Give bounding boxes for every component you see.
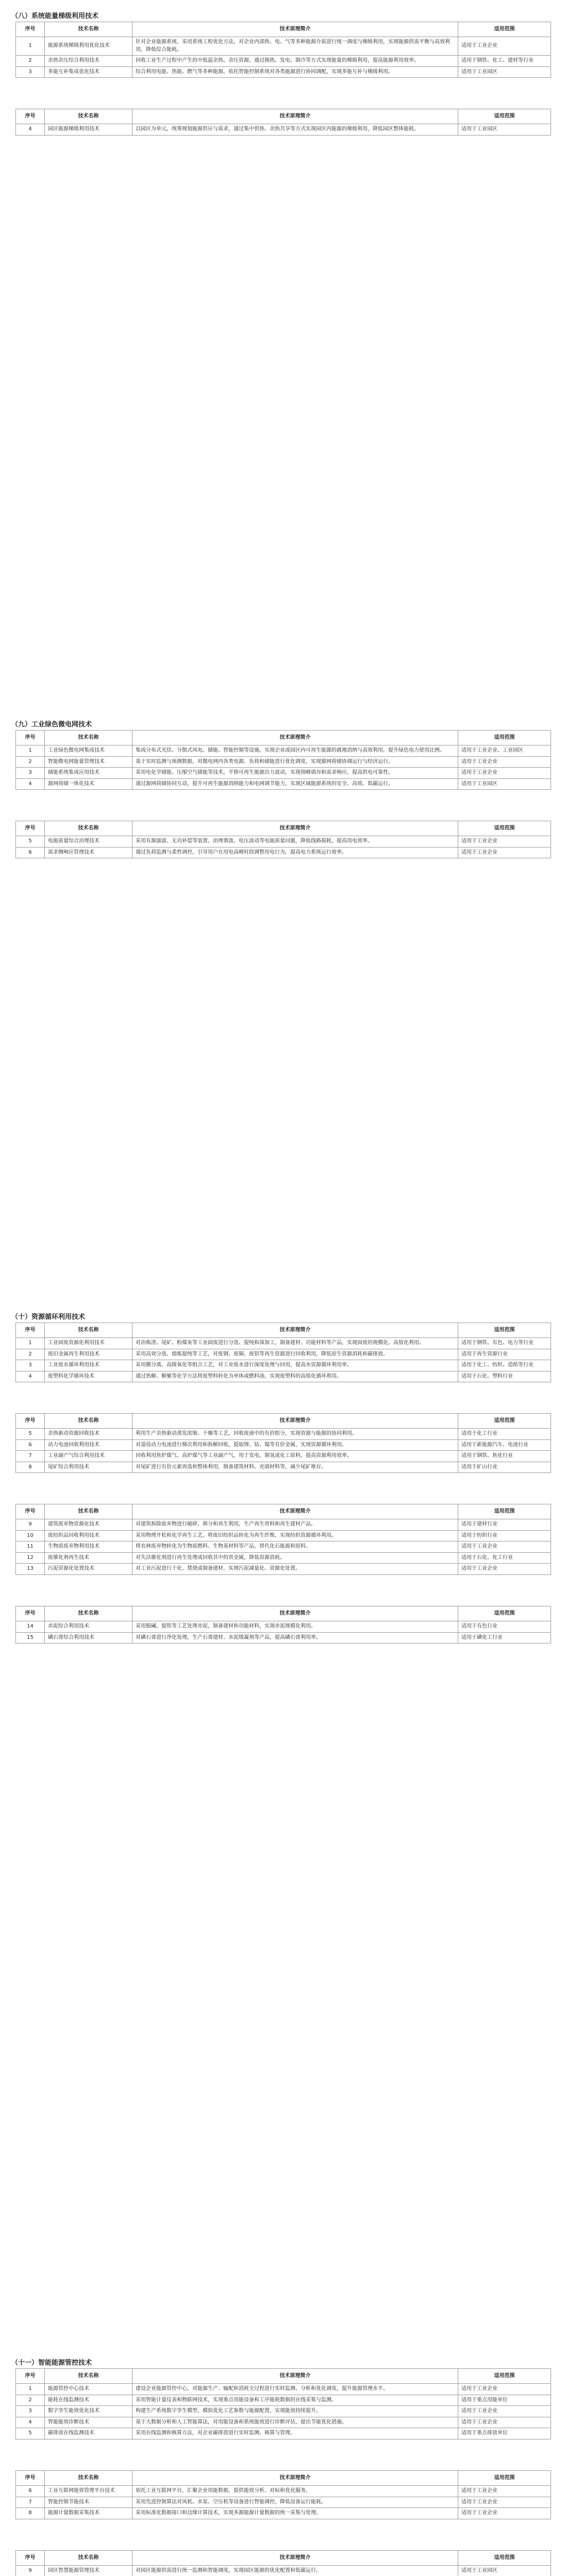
- table-row: [16, 124, 551, 135]
- row-number: 3: [16, 2406, 45, 2417]
- row-number: 14: [16, 1621, 45, 1633]
- column-header: 适用范围: [458, 2551, 551, 2566]
- applicable-scope: 适用于建材行业: [458, 1519, 551, 1531]
- applicable-scope: 适用于工业企业: [458, 37, 551, 56]
- column-header: 序号: [16, 2551, 45, 2566]
- column-header: 适用范围: [458, 2471, 551, 2486]
- tech-name: 工业固废资源化利用技术: [45, 1338, 132, 1349]
- column-header: 技术名称: [45, 821, 132, 836]
- applicable-scope: 适用于化工行业: [458, 1429, 551, 1440]
- table-row: [16, 745, 551, 757]
- table-row: [16, 756, 551, 768]
- row-number: 1: [16, 2384, 45, 2395]
- table-row: [16, 2497, 551, 2508]
- header-row: [16, 1414, 551, 1429]
- applicable-scope: 适用于工业企业: [458, 2497, 551, 2508]
- row-number: 12: [16, 1552, 45, 1564]
- row-number: 3: [16, 66, 45, 78]
- tech-description: 对园区能源供需进行统一监测和智能调度，实现园区能源的优化配置和低碳运行。: [132, 2566, 458, 2576]
- column-header: 适用范围: [458, 109, 551, 124]
- column-header: 序号: [16, 1323, 45, 1338]
- column-header: 序号: [16, 1504, 45, 1519]
- column-header: 适用范围: [458, 1606, 551, 1621]
- tech-description: 对退役动力电池进行梯次利用和拆解回收，提取锂、钴、镍等有价金属，实现资源循环利用。: [132, 1439, 458, 1451]
- applicable-scope: 适用于新能源汽车、电池行业: [458, 1439, 551, 1451]
- tech-description: 针对企业能源系统，采用系统工程优化方法，对企业内部热、电、气等多种能源介质进行统一调度与梯级利用，实现能源供需平衡与高效利用，降低综合能耗。: [132, 37, 458, 56]
- header-row: [16, 1504, 551, 1519]
- applicable-scope: 适用于工业企业: [458, 1541, 551, 1553]
- tech-name: 智能能效诊断技术: [45, 2417, 132, 2428]
- tech-description: 回收利用焦炉煤气、高炉煤气等工业副产气，用于发电、制氢或化工原料，提高资源利用效率。: [132, 1451, 458, 1462]
- table-row: [16, 1552, 551, 1564]
- section-title: （十）资源循环利用技术: [11, 1313, 86, 1321]
- tech-name: 智能微电网能量管理技术: [45, 756, 132, 768]
- column-header: 技术名称: [45, 1606, 132, 1621]
- applicable-scope: 适用于石化、塑料行业: [458, 1371, 551, 1382]
- table-row: [16, 2395, 551, 2406]
- column-header: 技术原理简介: [132, 1323, 458, 1338]
- tech-description: 采用智能计量仪表和物联网技术，实现重点用能设备和工序能耗数据的在线采集与监测。: [132, 2395, 458, 2406]
- row-number: 1: [16, 37, 45, 56]
- applicable-scope: 适用于工业企业: [458, 847, 551, 858]
- tech-name: 能耗在线监测技术: [45, 2395, 132, 2406]
- tech-description: 采用在线监测和核算方法，对企业碳排放进行实时监测、核算与管理。: [132, 2428, 458, 2439]
- column-header: 技术原理简介: [132, 2471, 458, 2486]
- tech-description: 利用生产余热驱动蒸发浓缩、干燥等工艺，回收废液中的有价组分，实现资源与能源的协同利用。: [132, 1429, 458, 1440]
- column-header: 适用范围: [458, 1414, 551, 1429]
- column-header: 序号: [16, 2369, 45, 2384]
- tech-name: 废催化剂再生技术: [45, 1552, 132, 1564]
- tech-description: 构建生产系统数字孪生模型，模拟优化工艺参数与能源配置，实现能效持续提升。: [132, 2406, 458, 2417]
- applicable-scope: 适用于重点排放单位: [458, 2428, 551, 2439]
- row-number: 11: [16, 1541, 45, 1553]
- applicable-scope: 适用于有色行业: [458, 1621, 551, 1633]
- tech-name: 建筑废弃物资源化技术: [45, 1519, 132, 1531]
- column-header: 序号: [16, 1606, 45, 1621]
- column-header: 序号: [16, 731, 45, 745]
- applicable-scope: 适用于工业企业: [458, 1564, 551, 1575]
- applicable-scope: 适用于工业企业: [458, 2486, 551, 2497]
- row-number: 4: [16, 2417, 45, 2428]
- column-header: 技术名称: [45, 1504, 132, 1519]
- applicable-scope: 适用于纺织行业: [458, 1530, 551, 1541]
- column-header: 序号: [16, 109, 45, 124]
- row-number: 5: [16, 2428, 45, 2439]
- tech-name: 园区智慧能源管理技术: [45, 2566, 132, 2576]
- column-header: 适用范围: [458, 731, 551, 745]
- tech-description: 基于大数据分析和人工智能算法，对用能设备和系统能效进行诊断评估，提出节能优化措施。: [132, 2417, 458, 2428]
- column-header: 技术名称: [45, 2471, 132, 2486]
- tech-table: [15, 1413, 551, 1473]
- row-number: 10: [16, 1530, 45, 1541]
- tech-name: 智能控制节能技术: [45, 2497, 132, 2508]
- applicable-scope: 适用于工业企业: [458, 756, 551, 768]
- applicable-scope: 适用于钢铁、焦化行业: [458, 1451, 551, 1462]
- table-row: [16, 2428, 551, 2439]
- tech-description: 对失活催化剂进行再生处理或回收其中的贵金属，降低资源消耗。: [132, 1552, 458, 1564]
- row-number: 4: [16, 778, 45, 790]
- tech-name: 储能系统集成应用技术: [45, 768, 132, 779]
- row-number: 3: [16, 1360, 45, 1371]
- column-header: 序号: [16, 1414, 45, 1429]
- column-header: 序号: [16, 2471, 45, 2486]
- table-row: [16, 2566, 551, 2576]
- column-header: 技术原理简介: [132, 2369, 458, 2384]
- tech-description: 通过热解、解聚等化学方法将废塑料转化为单体或燃料油，实现废塑料的高值化循环利用。: [132, 1371, 458, 1382]
- table-row: [16, 847, 551, 858]
- applicable-scope: 适用于钢铁、化工、建材等行业: [458, 56, 551, 67]
- column-header: 适用范围: [458, 22, 551, 37]
- tech-description: 以园区为单元，统筹规划能源供应与需求，通过集中供热、余热共享等方式实现园区内能源的梯级利用，降低园区整体能耗。: [132, 124, 458, 135]
- column-header: 技术名称: [45, 731, 132, 745]
- table-row: [16, 1462, 551, 1473]
- tech-name: 能源系统梯级利用优化技术: [45, 37, 132, 56]
- row-number: 1: [16, 1338, 45, 1349]
- header-row: [16, 821, 551, 836]
- tech-description: 采用高效分选、熔炼提纯等工艺，对废钢、废铜、废铝等再生资源进行回收利用，降低原生资源消耗和碳排放。: [132, 1349, 458, 1360]
- tech-description: 综合利用电能、热能、燃气等多种能源，依托智能控制系统对各类能源进行协同调配，实现多能互补与梯级利用。: [132, 66, 458, 78]
- tech-table: [15, 1606, 551, 1643]
- tech-description: 回收工业生产过程中产生的中低温余热、余压资源，通过换热、发电、制冷等方式实现能量的梯级利用，提高能源利用效率。: [132, 56, 458, 67]
- row-number: 15: [16, 1632, 45, 1643]
- tech-name: 废纺织品回收利用技术: [45, 1530, 132, 1541]
- row-number: 8: [16, 1462, 45, 1473]
- applicable-scope: 适用于工业园区: [458, 66, 551, 78]
- table-row: [16, 778, 551, 790]
- tech-description: 对工业污泥进行干化、焚烧或制备建材，实现污泥减量化、资源化处置。: [132, 1564, 458, 1575]
- column-header: 技术原理简介: [132, 731, 458, 745]
- column-header: 技术原理简介: [132, 109, 458, 124]
- applicable-scope: 适用于重点用能单位: [458, 2395, 551, 2406]
- tech-name: 数字孪生能效优化技术: [45, 2406, 132, 2417]
- table-row: [16, 37, 551, 56]
- column-header: 技术名称: [45, 22, 132, 37]
- table-row: [16, 1621, 551, 1633]
- tech-name: 动力电池回收利用技术: [45, 1439, 132, 1451]
- row-number: 2: [16, 56, 45, 67]
- tech-name: 多能互补集成优化技术: [45, 66, 132, 78]
- tech-name: 需求侧响应管理技术: [45, 847, 132, 858]
- section-title: （十一）智能能源管控技术: [11, 2359, 92, 2367]
- applicable-scope: 适用于工业企业: [458, 2384, 551, 2395]
- tech-table: [15, 1323, 551, 1382]
- tech-name: 生物质废弃物利用技术: [45, 1541, 132, 1553]
- column-header: 技术原理简介: [132, 1414, 458, 1429]
- table-row: [16, 1632, 551, 1643]
- applicable-scope: 适用于工业企业: [458, 2508, 551, 2519]
- table-row: [16, 2508, 551, 2519]
- tech-description: 基于实时监测与预测数据，对微电网内各类电源、负荷和储能进行优化调度，实现源网荷储协调运行与经济运行。: [132, 756, 458, 768]
- tech-name: 碳排放在线监测技术: [45, 2428, 132, 2439]
- applicable-scope: 适用于钢铁、有色、电力等行业: [458, 1338, 551, 1349]
- row-number: 13: [16, 1564, 45, 1575]
- tech-name: 污泥资源化处置技术: [45, 1564, 132, 1575]
- tech-description: 将农林废弃物转化为生物质燃料、生物基材料等产品，替代化石能源和原料。: [132, 1541, 458, 1553]
- table-row: [16, 1439, 551, 1451]
- tech-name: 尾矿综合利用技术: [45, 1462, 132, 1473]
- tech-name: 工业绿色微电网集成技术: [45, 745, 132, 757]
- applicable-scope: 适用于磷化工行业: [458, 1632, 551, 1643]
- row-number: 2: [16, 1349, 45, 1360]
- row-number: 6: [16, 2486, 45, 2497]
- row-number: 9: [16, 1519, 45, 1531]
- tech-table: [15, 730, 551, 790]
- header-row: [16, 1323, 551, 1338]
- tech-description: 对建筑拆除废弃物进行破碎、筛分和再生利用，生产再生骨料和再生建材产品。: [132, 1519, 458, 1531]
- tech-description: 采用电化学储能、压缩空气储能等技术，平抑可再生能源出力波动，实现削峰填谷和需求响应，提高供电可靠性。: [132, 768, 458, 779]
- table-row: [16, 2417, 551, 2428]
- tech-name: 工业互联网能效管理平台技术: [45, 2486, 132, 2497]
- row-number: 4: [16, 124, 45, 135]
- applicable-scope: 适用于工业企业: [458, 768, 551, 779]
- tech-description: 采用先进控制算法对风机、水泵、空压机等设备进行智能调控，降低设备运行能耗。: [132, 2497, 458, 2508]
- row-number: 9: [16, 2566, 45, 2576]
- tech-table: [15, 821, 551, 858]
- header-row: [16, 2471, 551, 2486]
- table-row: [16, 1429, 551, 1440]
- table-row: [16, 66, 551, 78]
- applicable-scope: 适用于工业企业: [458, 2406, 551, 2417]
- tech-description: 建设企业能源管控中心，对能源生产、输配和消耗全过程进行实时监测、分析和优化调度，提升能源管理水平。: [132, 2384, 458, 2395]
- tech-description: 依托工业互联网平台，汇聚企业用能数据，提供能效分析、对标和优化服务。: [132, 2486, 458, 2497]
- column-header: 技术名称: [45, 1323, 132, 1338]
- header-row: [16, 2551, 551, 2566]
- row-number: 5: [16, 836, 45, 848]
- column-header: 技术名称: [45, 2551, 132, 2566]
- tech-table: [15, 2470, 551, 2519]
- table-row: [16, 1530, 551, 1541]
- header-row: [16, 109, 551, 124]
- table-row: [16, 1451, 551, 1462]
- tech-description: 采用物理开松和化学再生工艺，将废旧纺织品转化为再生纤维，实现纺织资源循环利用。: [132, 1530, 458, 1541]
- column-header: 适用范围: [458, 1323, 551, 1338]
- applicable-scope: 适用于工业企业、工业园区: [458, 745, 551, 757]
- tech-name: 磷石膏综合利用技术: [45, 1632, 132, 1643]
- applicable-scope: 适用于化工、纺织、造纸等行业: [458, 1360, 551, 1371]
- applicable-scope: 适用于石化、化工行业: [458, 1552, 551, 1564]
- tech-description: 采用膜分离、高级氧化等组合工艺，对工业废水进行深度处理与回用，提高水资源循环利用率。: [132, 1360, 458, 1371]
- row-number: 5: [16, 1429, 45, 1440]
- table-row: [16, 2406, 551, 2417]
- table-row: [16, 1360, 551, 1371]
- tech-name: 余热余压综合利用技术: [45, 56, 132, 67]
- tech-name: 赤泥综合利用技术: [45, 1621, 132, 1633]
- column-header: 技术原理简介: [132, 1504, 458, 1519]
- column-header: 序号: [16, 821, 45, 836]
- header-row: [16, 22, 551, 37]
- applicable-scope: 适用于工业园区: [458, 2566, 551, 2576]
- column-header: 技术原理简介: [132, 22, 458, 37]
- tech-table: [15, 2368, 551, 2439]
- table-row: [16, 768, 551, 779]
- tech-table: [15, 22, 551, 78]
- section-title: （九）工业绿色微电网技术: [11, 721, 92, 728]
- table-row: [16, 2384, 551, 2395]
- column-header: 技术名称: [45, 109, 132, 124]
- table-row: [16, 1564, 551, 1575]
- tech-table: [15, 1504, 551, 1575]
- tech-description: 通过负荷监测与柔性调控，引导用户在用电高峰时段调整用电行为，提高电力系统运行效率。: [132, 847, 458, 858]
- column-header: 技术名称: [45, 1414, 132, 1429]
- tech-name: 工业副产气综合利用技术: [45, 1451, 132, 1462]
- row-number: 4: [16, 1371, 45, 1382]
- table-row: [16, 1338, 551, 1349]
- table-row: [16, 836, 551, 848]
- applicable-scope: 适用于工业企业: [458, 836, 551, 848]
- applicable-scope: 适用于工业企业: [458, 2417, 551, 2428]
- table-row: [16, 2486, 551, 2497]
- tech-name: 废旧金属再生利用技术: [45, 1349, 132, 1360]
- row-number: 6: [16, 847, 45, 858]
- tech-name: 余热驱动资源回收技术: [45, 1429, 132, 1440]
- column-header: 适用范围: [458, 2369, 551, 2384]
- row-number: 7: [16, 1451, 45, 1462]
- column-header: 技术原理简介: [132, 1606, 458, 1621]
- tech-description: 采用标准化数据接口和边缘计算技术，实现多源能源计量数据的统一采集与处理。: [132, 2508, 458, 2519]
- tech-description: 对冶炼渣、尾矿、粉煤灰等工业固废进行分选、提纯和深加工，制备建材、功能材料等产品，实现固废的规模化、高值化利用。: [132, 1338, 458, 1349]
- table-row: [16, 56, 551, 67]
- tech-description: 集成分布式光伏、分散式风电、储能、智能控制等设施，实现企业或园区内可再生能源的就地消纳与高效利用，提升绿色电力使用比例。: [132, 745, 458, 757]
- tech-name: 能源管控中心技术: [45, 2384, 132, 2395]
- header-row: [16, 731, 551, 745]
- column-header: 适用范围: [458, 821, 551, 836]
- applicable-scope: 适用于再生资源行业: [458, 1349, 551, 1360]
- table-row: [16, 1541, 551, 1553]
- tech-name: 源网荷储一体化技术: [45, 778, 132, 790]
- tech-description: 通过源网荷储协同互动，提升可再生能源消纳能力和电网调节能力，实现区域能源系统的安全、高效、低碳运行。: [132, 778, 458, 790]
- table-row: [16, 1519, 551, 1531]
- row-number: 7: [16, 2497, 45, 2508]
- tech-description: 对磷石膏进行净化处理，生产石膏建材、水泥缓凝剂等产品，提高磷石膏利用率。: [132, 1632, 458, 1643]
- row-number: 2: [16, 756, 45, 768]
- row-number: 2: [16, 2395, 45, 2406]
- row-number: 8: [16, 2508, 45, 2519]
- tech-description: 采用脱碱、提铁等工艺处理赤泥，制备建材和功能材料，实现赤泥规模化利用。: [132, 1621, 458, 1633]
- header-row: [16, 2369, 551, 2384]
- header-row: [16, 1606, 551, 1621]
- applicable-scope: 适用于矿山行业: [458, 1462, 551, 1473]
- tech-name: 废塑料化学循环技术: [45, 1371, 132, 1382]
- column-header: 技术原理简介: [132, 2551, 458, 2566]
- row-number: 6: [16, 1439, 45, 1451]
- tech-description: 采用有源滤波、无功补偿等装置，治理谐波、电压波动等电能质量问题，降低线路损耗，提高用电效率。: [132, 836, 458, 848]
- tech-name: 电能质量综合治理技术: [45, 836, 132, 848]
- tech-name: 能源计量数据采集技术: [45, 2508, 132, 2519]
- column-header: 技术名称: [45, 2369, 132, 2384]
- row-number: 1: [16, 745, 45, 757]
- applicable-scope: 适用于工业园区: [458, 124, 551, 135]
- column-header: 技术原理简介: [132, 821, 458, 836]
- tech-table: [15, 109, 551, 135]
- table-row: [16, 1371, 551, 1382]
- tech-name: 园区能源梯级利用技术: [45, 124, 132, 135]
- tech-table: [15, 2550, 551, 2576]
- table-row: [16, 1349, 551, 1360]
- section-title: （八）系统能量梯级利用技术: [11, 12, 99, 20]
- applicable-scope: 适用于工业园区: [458, 778, 551, 790]
- column-header: 序号: [16, 22, 45, 37]
- row-number: 3: [16, 768, 45, 779]
- tech-name: 工业废水循环利用技术: [45, 1360, 132, 1371]
- tech-description: 对尾矿进行有价元素再选和整体利用，制备建筑材料、充填材料等，减少尾矿堆存。: [132, 1462, 458, 1473]
- column-header: 适用范围: [458, 1504, 551, 1519]
